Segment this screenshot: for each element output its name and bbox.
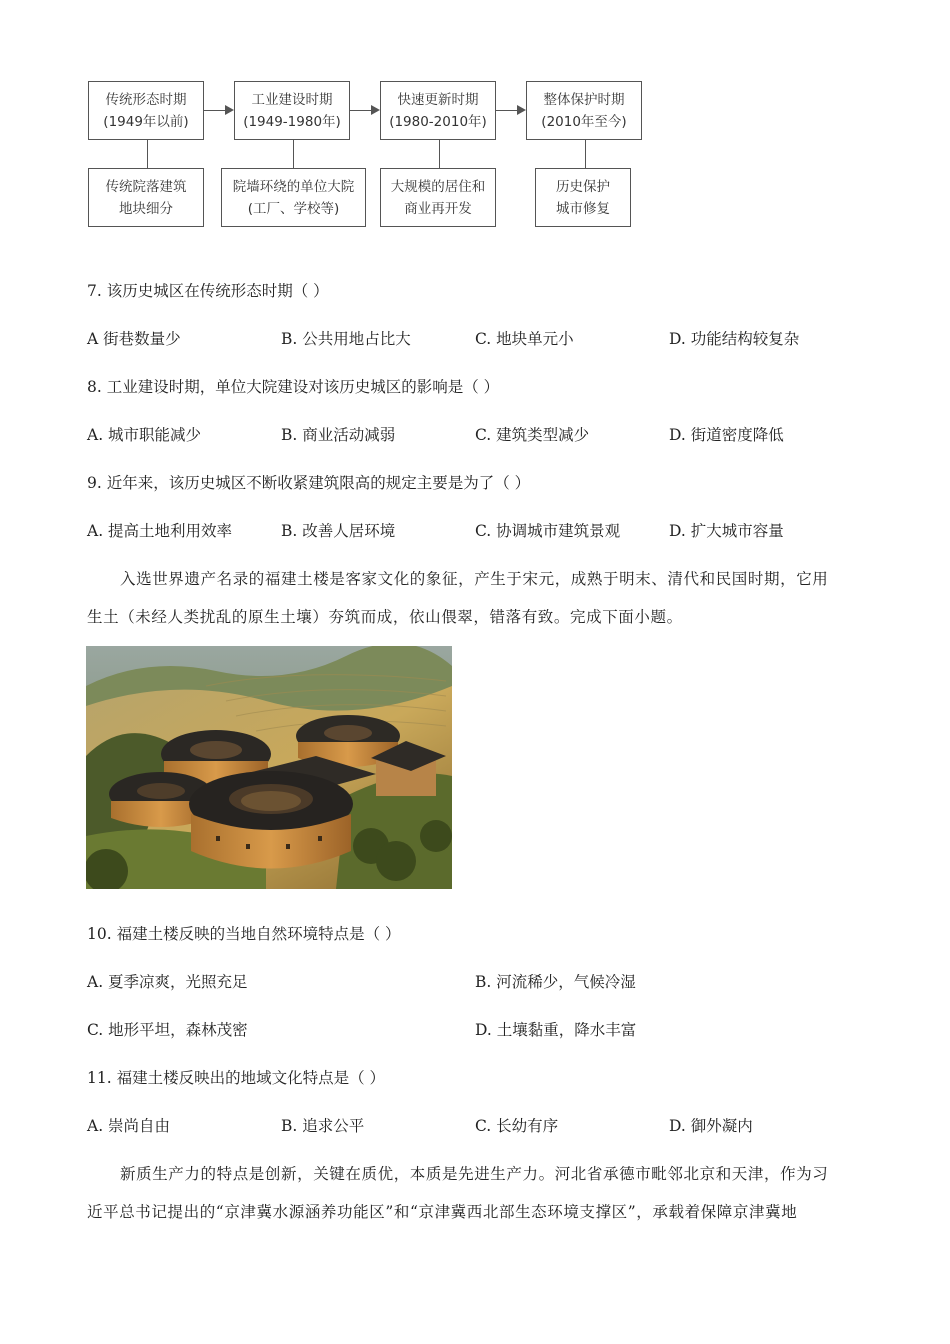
- arrow-right-icon: [350, 110, 378, 111]
- period-name: 传统形态时期: [105, 91, 187, 108]
- option-b: B. 河流稀少，气候冷湿: [475, 973, 636, 991]
- tulou-illustration: [86, 646, 452, 889]
- question-10-stem: 10. 福建土楼反映的当地自然环境特点是（ ）: [87, 925, 401, 943]
- option-b: B. 商业活动减弱: [281, 426, 396, 444]
- feature-box-4: [535, 168, 631, 227]
- period-box-1: [88, 81, 204, 140]
- feature-line: 传统院落建筑: [105, 178, 187, 195]
- period-name: 工业建设时期: [251, 91, 333, 108]
- feature-line: 地块细分: [119, 200, 173, 217]
- period-years: (2010年至今): [541, 113, 627, 130]
- chengde-passage-line: 新质生产力的特点是创新，关键在质优，本质是先进生产力。河北省承德市毗邻北京和天津，作为习: [120, 1165, 829, 1183]
- period-name: 整体保护时期: [543, 91, 625, 108]
- feature-line: 院墙环绕的单位大院: [232, 178, 355, 195]
- option-a: A. 城市职能减少: [87, 426, 202, 444]
- option-c: C. 地形平坦，森林茂密: [87, 1021, 248, 1039]
- option-d: D. 功能结构较复杂: [669, 330, 800, 348]
- connector-line: [147, 140, 148, 168]
- chengde-passage-line: 近平总书记提出的“京津冀水源涵养功能区”和“京津冀西北部生态环境支撑区”，承载着保障京津冀地: [87, 1203, 798, 1221]
- option-a: A. 崇尚自由: [87, 1117, 171, 1135]
- option-d: D. 土壤黏重，降水丰富: [475, 1021, 637, 1039]
- period-box-2: [234, 81, 350, 140]
- option-d: D. 御外凝内: [669, 1117, 753, 1135]
- question-11-stem: 11. 福建土楼反映出的地域文化特点是（ ）: [87, 1069, 386, 1087]
- question-9-stem: 9. 近年来，该历史城区不断收紧建筑限高的规定主要是为了（ ）: [87, 474, 531, 492]
- option-b: B. 追求公平: [281, 1117, 365, 1135]
- arrow-right-icon: [496, 110, 524, 111]
- period-years: (1949-1980年): [243, 113, 341, 130]
- period-box-4: [526, 81, 642, 140]
- arrow-right-icon: [204, 110, 232, 111]
- option-a: A 街巷数量少: [87, 330, 181, 348]
- tulou-passage-line: 入选世界遗产名录的福建土楼是客家文化的象征，产生于宋元，成熟于明末、清代和民国时期，它用: [120, 570, 829, 588]
- question-8-stem: 8. 工业建设时期，单位大院建设对该历史城区的影响是（ ）: [87, 378, 500, 396]
- tulou-photo: [86, 646, 452, 889]
- option-b: B. 改善人居环境: [281, 522, 396, 540]
- connector-line: [439, 140, 440, 168]
- option-b: B. 公共用地占比大: [281, 330, 411, 348]
- feature-box-1: [88, 168, 204, 227]
- period-years: (1980-2010年): [389, 113, 487, 130]
- option-a: A. 提高土地利用效率: [87, 522, 233, 540]
- option-c: C. 建筑类型减少: [475, 426, 590, 444]
- option-a: A. 夏季凉爽，光照充足: [87, 973, 248, 991]
- tulou-passage-line: 生土（未经人类扰乱的原生土壤）夯筑而成，依山偎翠，错落有致。完成下面小题。: [87, 608, 683, 626]
- feature-line: 商业再开发: [404, 200, 472, 217]
- option-c: C. 长幼有序: [475, 1117, 559, 1135]
- connector-line: [585, 140, 586, 168]
- feature-line: 历史保护: [556, 178, 610, 195]
- question-7-stem: 7. 该历史城区在传统形态时期（ ）: [87, 282, 329, 300]
- feature-box-2: [221, 168, 366, 227]
- feature-box-3: [380, 168, 496, 227]
- feature-line: 大规模的居住和: [390, 178, 486, 195]
- period-years: (1949年以前): [103, 113, 189, 130]
- option-d: D. 扩大城市容量: [669, 522, 784, 540]
- connector-line: [293, 140, 294, 168]
- feature-line: (工厂、学校等): [247, 200, 340, 217]
- period-box-3: [380, 81, 496, 140]
- option-c: C. 协调城市建筑景观: [475, 522, 621, 540]
- option-d: D. 街道密度降低: [669, 426, 784, 444]
- period-name: 快速更新时期: [397, 91, 479, 108]
- feature-line: 城市修复: [556, 200, 610, 217]
- option-c: C. 地块单元小: [475, 330, 574, 348]
